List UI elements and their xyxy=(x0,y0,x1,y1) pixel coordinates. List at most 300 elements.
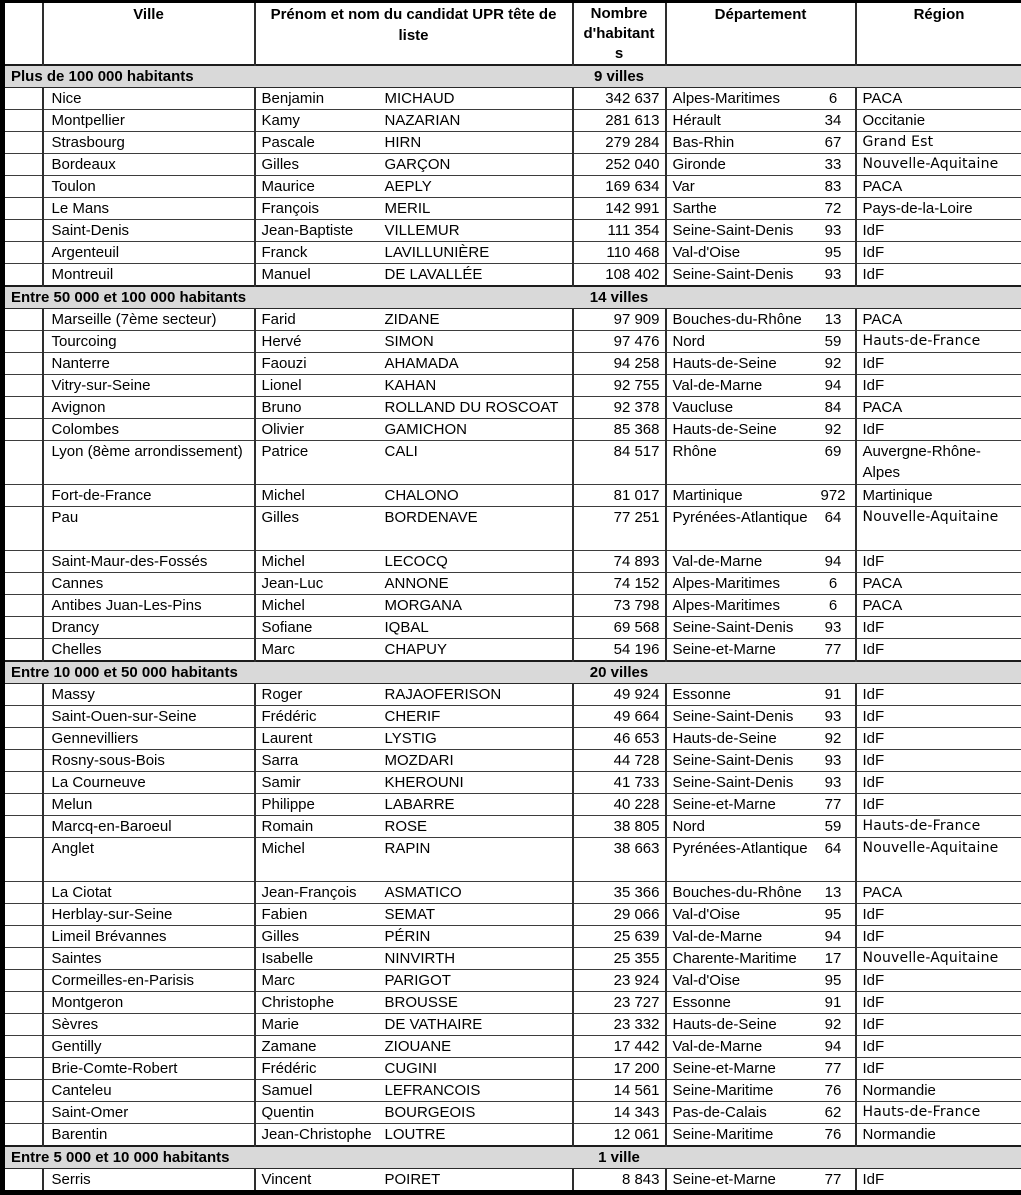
section-label: Entre 50 000 et 100 000 habitants xyxy=(3,286,573,309)
section-band-filler xyxy=(666,1146,856,1169)
cell-region: Hauts-de-France xyxy=(856,816,1021,838)
habitants-header-line: Nombre xyxy=(582,4,657,24)
row-empty-cell xyxy=(3,1102,43,1124)
cell-nom: NINVIRTH xyxy=(381,948,573,970)
cell-nom: CHAPUY xyxy=(381,639,573,662)
cell-habitants: 92 755 xyxy=(573,375,666,397)
cell-habitants: 14 343 xyxy=(573,1102,666,1124)
cell-ville: Massy xyxy=(43,684,255,706)
section-band-filler xyxy=(666,65,856,88)
table-row xyxy=(3,507,1021,551)
row-empty-cell xyxy=(3,750,43,772)
cell-ville: Gentilly xyxy=(43,1036,255,1058)
cell-nom: GAMICHON xyxy=(381,419,573,441)
cell-nom: RAPIN xyxy=(381,838,573,882)
cell-code: 77 xyxy=(812,1169,856,1193)
cell-prenom: Sofiane xyxy=(255,617,381,639)
table-row xyxy=(3,617,1021,639)
cell-code: 93 xyxy=(812,264,856,287)
cell-prenom: Marc xyxy=(255,970,381,992)
cell-departement: Hauts-de-Seine xyxy=(666,1014,812,1036)
cell-code: 59 xyxy=(812,816,856,838)
row-empty-cell xyxy=(3,1080,43,1102)
cell-departement: Nord xyxy=(666,331,812,353)
cell-habitants: 25 639 xyxy=(573,926,666,948)
cell-code: 77 xyxy=(812,794,856,816)
cell-code: 95 xyxy=(812,242,856,264)
cell-region: Auvergne-Rhône-Alpes xyxy=(856,441,1021,485)
cell-prenom: Manuel xyxy=(255,264,381,287)
cell-region: PACA xyxy=(856,176,1021,198)
table-row xyxy=(3,684,1021,706)
row-empty-cell xyxy=(3,794,43,816)
table-row xyxy=(3,728,1021,750)
cell-code: 6 xyxy=(812,573,856,595)
row-empty-cell xyxy=(3,485,43,507)
cell-region: IdF xyxy=(856,617,1021,639)
column-header-candidat: Prénom et nom du candidat UPR tête de liste xyxy=(255,2,573,66)
cell-habitants: 77 251 xyxy=(573,507,666,551)
cell-departement: Hauts-de-Seine xyxy=(666,419,812,441)
cell-nom: KAHAN xyxy=(381,375,573,397)
cell-nom: MERIL xyxy=(381,198,573,220)
table-row xyxy=(3,838,1021,882)
cell-nom: MOZDARI xyxy=(381,750,573,772)
cell-ville: Marcq-en-Baroeul xyxy=(43,816,255,838)
cell-departement: Seine-et-Marne xyxy=(666,639,812,662)
cell-region: IdF xyxy=(856,419,1021,441)
cell-habitants: 108 402 xyxy=(573,264,666,287)
cell-code: 72 xyxy=(812,198,856,220)
cell-habitants: 252 040 xyxy=(573,154,666,176)
table-row xyxy=(3,1080,1021,1102)
cell-code: 92 xyxy=(812,353,856,375)
cell-habitants: 23 332 xyxy=(573,1014,666,1036)
row-empty-cell xyxy=(3,375,43,397)
cell-departement: Bouches-du-Rhône xyxy=(666,309,812,331)
cell-nom: MICHAUD xyxy=(381,88,573,110)
column-header-departement: Département xyxy=(666,2,856,66)
cell-prenom: Fabien xyxy=(255,904,381,926)
cell-departement: Nord xyxy=(666,816,812,838)
cell-region: Hauts-de-France xyxy=(856,1102,1021,1124)
cell-region: PACA xyxy=(856,573,1021,595)
cell-region: IdF xyxy=(856,1169,1021,1193)
cell-prenom: Jean-Luc xyxy=(255,573,381,595)
cell-prenom: Roger xyxy=(255,684,381,706)
row-empty-cell xyxy=(3,595,43,617)
cell-prenom: Franck xyxy=(255,242,381,264)
table-row xyxy=(3,948,1021,970)
cell-ville: Fort-de-France xyxy=(43,485,255,507)
section-count: 20 villes xyxy=(573,661,666,684)
cell-ville: Bordeaux xyxy=(43,154,255,176)
cell-habitants: 94 258 xyxy=(573,353,666,375)
row-empty-cell xyxy=(3,198,43,220)
cell-nom: CHERIF xyxy=(381,706,573,728)
cell-ville: Avignon xyxy=(43,397,255,419)
section-header-row xyxy=(3,661,1021,684)
cell-habitants: 35 366 xyxy=(573,882,666,904)
cell-ville: Cannes xyxy=(43,573,255,595)
cell-code: 6 xyxy=(812,88,856,110)
cell-departement: Val-d'Oise xyxy=(666,242,812,264)
row-empty-cell xyxy=(3,1058,43,1080)
cell-ville: Tourcoing xyxy=(43,331,255,353)
row-empty-cell xyxy=(3,1036,43,1058)
cell-habitants: 40 228 xyxy=(573,794,666,816)
cell-departement: Seine-et-Marne xyxy=(666,794,812,816)
cell-departement: Val-de-Marne xyxy=(666,926,812,948)
row-empty-cell xyxy=(3,242,43,264)
cell-ville: Montpellier xyxy=(43,110,255,132)
table-row xyxy=(3,419,1021,441)
cell-nom: BROUSSE xyxy=(381,992,573,1014)
cell-departement: Alpes-Maritimes xyxy=(666,573,812,595)
column-header-region: Région xyxy=(856,2,1021,66)
cell-code: 67 xyxy=(812,132,856,154)
cell-ville: Pau xyxy=(43,507,255,551)
cell-nom: DE LAVALLÉE xyxy=(381,264,573,287)
cell-code: 94 xyxy=(812,375,856,397)
cell-code: 93 xyxy=(812,772,856,794)
row-empty-cell xyxy=(3,639,43,662)
table-row xyxy=(3,706,1021,728)
cell-ville: Nice xyxy=(43,88,255,110)
cell-region: IdF xyxy=(856,750,1021,772)
cell-departement: Var xyxy=(666,176,812,198)
cell-habitants: 281 613 xyxy=(573,110,666,132)
cell-departement: Seine-et-Marne xyxy=(666,1058,812,1080)
row-empty-cell xyxy=(3,728,43,750)
section-band-region xyxy=(856,661,1021,684)
table-row xyxy=(3,110,1021,132)
table-body xyxy=(3,2,1021,1193)
section-band-filler xyxy=(666,661,856,684)
cell-ville: Herblay-sur-Seine xyxy=(43,904,255,926)
cell-departement: Seine-Saint-Denis xyxy=(666,220,812,242)
table-row xyxy=(3,1036,1021,1058)
cell-region: IdF xyxy=(856,992,1021,1014)
cell-region: IdF xyxy=(856,926,1021,948)
cell-code: 93 xyxy=(812,706,856,728)
cell-ville: Nanterre xyxy=(43,353,255,375)
cell-region: PACA xyxy=(856,595,1021,617)
cell-code: 91 xyxy=(812,684,856,706)
cell-nom: PÉRIN xyxy=(381,926,573,948)
cell-region: PACA xyxy=(856,397,1021,419)
cell-region: Grand Est xyxy=(856,132,1021,154)
table-row xyxy=(3,573,1021,595)
cell-ville: Toulon xyxy=(43,176,255,198)
cell-habitants: 41 733 xyxy=(573,772,666,794)
cell-departement: Martinique xyxy=(666,485,812,507)
cell-region: IdF xyxy=(856,375,1021,397)
cell-departement: Val-d'Oise xyxy=(666,970,812,992)
cell-code: 64 xyxy=(812,838,856,882)
section-label: Entre 10 000 et 50 000 habitants xyxy=(3,661,573,684)
cell-prenom: Isabelle xyxy=(255,948,381,970)
row-empty-cell xyxy=(3,882,43,904)
table-row xyxy=(3,485,1021,507)
cell-code: 94 xyxy=(812,1036,856,1058)
cell-departement: Pas-de-Calais xyxy=(666,1102,812,1124)
cell-prenom: Faouzi xyxy=(255,353,381,375)
header-row xyxy=(3,2,1021,66)
table-row xyxy=(3,242,1021,264)
cell-region: Nouvelle-Aquitaine xyxy=(856,948,1021,970)
cell-habitants: 23 727 xyxy=(573,992,666,1014)
cell-nom: CHALONO xyxy=(381,485,573,507)
cell-region: IdF xyxy=(856,684,1021,706)
cell-region: IdF xyxy=(856,639,1021,662)
cell-ville: Argenteuil xyxy=(43,242,255,264)
cell-nom: ROLLAND DU ROSCOAT xyxy=(381,397,573,419)
cell-habitants: 85 368 xyxy=(573,419,666,441)
cell-departement: Seine-Saint-Denis xyxy=(666,617,812,639)
cell-habitants: 12 061 xyxy=(573,1124,666,1147)
cell-habitants: 49 664 xyxy=(573,706,666,728)
cell-ville: Anglet xyxy=(43,838,255,882)
table-row xyxy=(3,264,1021,287)
cell-prenom: Gilles xyxy=(255,926,381,948)
cell-prenom: Samuel xyxy=(255,1080,381,1102)
cell-nom: RAJAOFERISON xyxy=(381,684,573,706)
row-empty-cell xyxy=(3,684,43,706)
cell-code: 95 xyxy=(812,970,856,992)
row-empty-cell xyxy=(3,220,43,242)
cell-code: 13 xyxy=(812,309,856,331)
cell-habitants: 17 442 xyxy=(573,1036,666,1058)
cell-code: 91 xyxy=(812,992,856,1014)
cell-region: PACA xyxy=(856,882,1021,904)
cell-nom: ZIOUANE xyxy=(381,1036,573,1058)
habitants-header-line: s xyxy=(582,44,657,64)
cell-region: Normandie xyxy=(856,1124,1021,1147)
cell-code: 6 xyxy=(812,595,856,617)
cell-region: IdF xyxy=(856,904,1021,926)
row-empty-cell xyxy=(3,176,43,198)
cell-region: IdF xyxy=(856,551,1021,573)
cell-prenom: Jean-Christophe xyxy=(255,1124,381,1147)
cell-habitants: 46 653 xyxy=(573,728,666,750)
cell-nom: IQBAL xyxy=(381,617,573,639)
table-row xyxy=(3,794,1021,816)
cell-ville: Saint-Omer xyxy=(43,1102,255,1124)
cell-ville: Saint-Ouen-sur-Seine xyxy=(43,706,255,728)
cell-departement: Pyrénées-Atlantique xyxy=(666,507,812,551)
table-row xyxy=(3,1124,1021,1147)
cell-departement: Seine-Maritime xyxy=(666,1124,812,1147)
table-row xyxy=(3,353,1021,375)
cell-ville: Drancy xyxy=(43,617,255,639)
cell-departement: Charente-Maritime xyxy=(666,948,812,970)
habitants-header-line: d'habitant xyxy=(582,24,657,44)
row-empty-cell xyxy=(3,992,43,1014)
cell-prenom: Olivier xyxy=(255,419,381,441)
cell-ville: Gennevilliers xyxy=(43,728,255,750)
cell-region: IdF xyxy=(856,220,1021,242)
table-row xyxy=(3,551,1021,573)
row-empty-cell xyxy=(3,1169,43,1193)
cell-nom: HIRN xyxy=(381,132,573,154)
cell-habitants: 25 355 xyxy=(573,948,666,970)
cell-nom: LYSTIG xyxy=(381,728,573,750)
section-header-row xyxy=(3,1146,1021,1169)
cell-prenom: Maurice xyxy=(255,176,381,198)
cell-nom: LABARRE xyxy=(381,794,573,816)
cell-prenom: Quentin xyxy=(255,1102,381,1124)
cell-habitants: 92 378 xyxy=(573,397,666,419)
cell-departement: Seine-Saint-Denis xyxy=(666,750,812,772)
row-empty-cell xyxy=(3,816,43,838)
table-row xyxy=(3,639,1021,662)
cell-prenom: Laurent xyxy=(255,728,381,750)
cell-nom: BOURGEOIS xyxy=(381,1102,573,1124)
row-empty-cell xyxy=(3,551,43,573)
row-empty-cell xyxy=(3,264,43,287)
table-row xyxy=(3,220,1021,242)
cell-prenom: Michel xyxy=(255,551,381,573)
cell-nom: NAZARIAN xyxy=(381,110,573,132)
cell-code: 92 xyxy=(812,419,856,441)
table-row xyxy=(3,397,1021,419)
cell-region: IdF xyxy=(856,794,1021,816)
cell-code: 13 xyxy=(812,882,856,904)
section-count: 14 villes xyxy=(573,286,666,309)
cell-nom: LAVILLUNIÈRE xyxy=(381,242,573,264)
cell-prenom: Vincent xyxy=(255,1169,381,1193)
cell-region: IdF xyxy=(856,242,1021,264)
cell-ville: Rosny-sous-Bois xyxy=(43,750,255,772)
cell-departement: Bas-Rhin xyxy=(666,132,812,154)
cell-departement: Seine-Saint-Denis xyxy=(666,772,812,794)
cell-region: Pays-de-la-Loire xyxy=(856,198,1021,220)
cell-ville: Marseille (7ème secteur) xyxy=(43,309,255,331)
cell-habitants: 69 568 xyxy=(573,617,666,639)
cell-region: IdF xyxy=(856,970,1021,992)
section-header-row xyxy=(3,286,1021,309)
cell-region: Nouvelle-Aquitaine xyxy=(856,507,1021,551)
row-empty-cell xyxy=(3,353,43,375)
cell-nom: VILLEMUR xyxy=(381,220,573,242)
cell-nom: LEFRANCOIS xyxy=(381,1080,573,1102)
table-row xyxy=(3,198,1021,220)
cell-ville: La Courneuve xyxy=(43,772,255,794)
cell-departement: Rhône xyxy=(666,441,812,485)
cell-prenom: Michel xyxy=(255,838,381,882)
cell-habitants: 17 200 xyxy=(573,1058,666,1080)
row-empty-cell xyxy=(3,397,43,419)
cell-ville: Vitry-sur-Seine xyxy=(43,375,255,397)
cell-prenom: Gilles xyxy=(255,154,381,176)
cell-code: 94 xyxy=(812,551,856,573)
section-band-filler xyxy=(666,286,856,309)
cell-prenom: Hervé xyxy=(255,331,381,353)
cell-region: IdF xyxy=(856,772,1021,794)
cell-habitants: 44 728 xyxy=(573,750,666,772)
column-header-habitants xyxy=(573,2,666,66)
cell-prenom: Lionel xyxy=(255,375,381,397)
cell-ville: Cormeilles-en-Parisis xyxy=(43,970,255,992)
cell-prenom: Frédéric xyxy=(255,706,381,728)
cell-nom: ANNONE xyxy=(381,573,573,595)
cell-code: 92 xyxy=(812,728,856,750)
row-empty-cell xyxy=(3,706,43,728)
cell-ville: Barentin xyxy=(43,1124,255,1147)
cell-code: 69 xyxy=(812,441,856,485)
table-row xyxy=(3,309,1021,331)
table-row xyxy=(3,176,1021,198)
cell-departement: Pyrénées-Atlantique xyxy=(666,838,812,882)
cell-habitants: 8 843 xyxy=(573,1169,666,1193)
cell-habitants: 279 284 xyxy=(573,132,666,154)
cell-habitants: 84 517 xyxy=(573,441,666,485)
cell-code: 76 xyxy=(812,1124,856,1147)
cell-nom: BORDENAVE xyxy=(381,507,573,551)
cell-nom: ASMATICO xyxy=(381,882,573,904)
cell-code: 93 xyxy=(812,617,856,639)
cell-prenom: François xyxy=(255,198,381,220)
row-empty-cell xyxy=(3,1014,43,1036)
cell-ville: Le Mans xyxy=(43,198,255,220)
cell-ville: Saint-Denis xyxy=(43,220,255,242)
cell-habitants: 54 196 xyxy=(573,639,666,662)
cell-prenom: Jean-François xyxy=(255,882,381,904)
cell-code: 59 xyxy=(812,331,856,353)
cell-departement: Sarthe xyxy=(666,198,812,220)
table-row xyxy=(3,595,1021,617)
cell-nom: CUGINI xyxy=(381,1058,573,1080)
section-band-region xyxy=(856,1146,1021,1169)
section-count: 1 ville xyxy=(573,1146,666,1169)
cell-nom: PARIGOT xyxy=(381,970,573,992)
cell-prenom: Farid xyxy=(255,309,381,331)
cell-code: 84 xyxy=(812,397,856,419)
table-row xyxy=(3,1102,1021,1124)
table-row xyxy=(3,926,1021,948)
cell-prenom: Gilles xyxy=(255,507,381,551)
cell-region: Nouvelle-Aquitaine xyxy=(856,838,1021,882)
row-empty-cell xyxy=(3,573,43,595)
cell-departement: Vaucluse xyxy=(666,397,812,419)
cell-prenom: Jean-Baptiste xyxy=(255,220,381,242)
table-row xyxy=(3,132,1021,154)
cell-nom: CALI xyxy=(381,441,573,485)
cell-nom: ZIDANE xyxy=(381,309,573,331)
cell-region: Normandie xyxy=(856,1080,1021,1102)
cell-departement: Seine-Saint-Denis xyxy=(666,706,812,728)
cell-code: 93 xyxy=(812,750,856,772)
cell-departement: Val-de-Marne xyxy=(666,551,812,573)
cell-prenom: Benjamin xyxy=(255,88,381,110)
cell-region: IdF xyxy=(856,1036,1021,1058)
cell-ville: Strasbourg xyxy=(43,132,255,154)
section-band-region xyxy=(856,286,1021,309)
cell-code: 83 xyxy=(812,176,856,198)
cell-habitants: 29 066 xyxy=(573,904,666,926)
cell-habitants: 142 991 xyxy=(573,198,666,220)
cell-prenom: Michel xyxy=(255,485,381,507)
table-row xyxy=(3,904,1021,926)
cell-ville: Montreuil xyxy=(43,264,255,287)
cell-ville: Chelles xyxy=(43,639,255,662)
cell-habitants: 97 909 xyxy=(573,309,666,331)
table-row xyxy=(3,331,1021,353)
row-empty-cell xyxy=(3,904,43,926)
cell-ville: Antibes Juan-Les-Pins xyxy=(43,595,255,617)
cell-nom: KHEROUNI xyxy=(381,772,573,794)
